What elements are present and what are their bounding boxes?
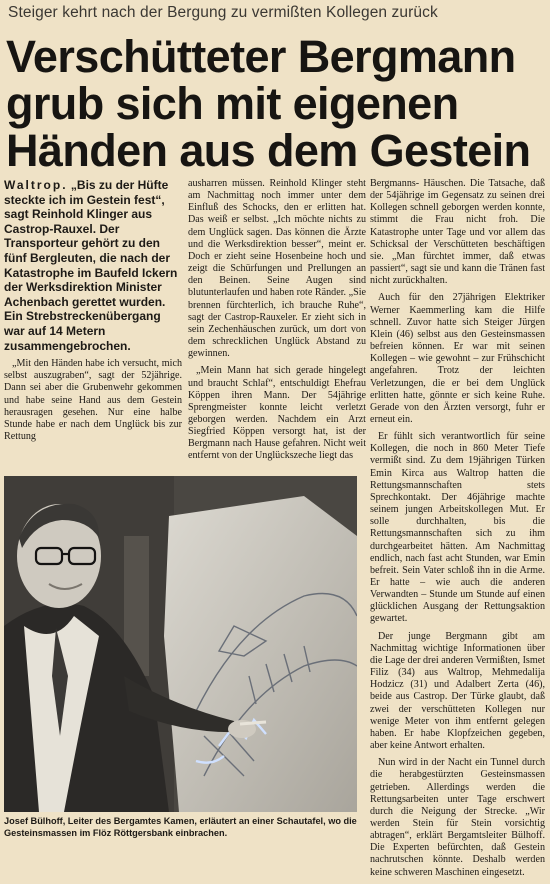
lead-text: „Bis zu der Hüfte steckte ich im Gestein fest“, sagt Reinhold Klinger aus Castrop-Rauxel. Der Transporteur gehört zu den fünf Bergleuten, die nach der Katastrophe im Baufeld Ickern der Werksdirektion Minister Achenbach gerettet wurden. Ein Strebstreckenübergang war auf 14 Metern zusammengebrochen. (4, 178, 178, 353)
article-column-1 (4, 178, 182, 448)
headline-line-1: Verschütteter Bergmann (6, 31, 516, 82)
article-lead (4, 178, 182, 353)
body-paragraph: Auch für den 27jährigen Elektriker Werner Kaemmerling kam die Hilfe schnell. Zuvor hatte sich Steiger Jürgen Klein (46) selbst aus den Gesteinsmassen befreien können. Er war mit seinen Kollegen – wie gewohnt – zur Frühschicht angefahren. Trotz der leichten Verletzungen, die er bei dem Unglück erlitten hatte, gönnte er sich keine Ruhe. Gerade von den Ärzten versorgt, fuhr er erneut ein. (370, 292, 545, 425)
body-paragraph: „Mein Mann hat sich gerade hingelegt und braucht Schlaf“, entschuldigt Ehefrau Köppen ihren Mann. Der 54jährige Sprengmeister konnte leicht verletzt geborgen werden. Nachdem ein Arzt Siegfried Köppen versorgt hat, ist der Bergmann nach Hause gefahren. Nicht weit entfernt von der Unglückszeche liegt das (188, 365, 366, 462)
headline-line-2: grub sich mit eigenen (6, 78, 459, 129)
article-photo (4, 476, 357, 812)
dateline: Waltrop. (4, 178, 68, 192)
body-paragraph: Der junge Bergmann gibt am Nachmittag wichtige Informationen über die Lage der drei anderen Vermißten, Ismet Filiz (34) aus Waltrop, Mehmedalija Hodzicz (31) und Adalbert Zerta (46), beide aus Castrop. Der Türke glaubt, daß zwei der verschütteten Kollegen nur wenige Meter von ihm entfernt gelegen haben. Er habe Klopfzeichen gegeben, aber keine Antwort erhalten. (370, 630, 545, 752)
photo-illustration (4, 476, 357, 812)
body-paragraph: „Mit den Händen habe ich versucht, mich selbst auszugraben“, sagt der 52jährige. Dann sei aber die Grubenwehr gekommen und habe seine Hand aus dem Gestein herausragen gesehen. Nur eine halbe Stunde habe er nach dem Unglück bis zur Rettung (4, 358, 182, 443)
body-paragraph: Bergmanns- Häuschen. Die Tatsache, daß der 54jährige im Gegensatz zu seinen drei Kollegen schnell geborgen werden konnte, stimmt die Frau nicht froh. Die Katastrophe unter Tage und vor allem das Schicksal der Verschütteten beschäftigen sie. „Man fürchtet immer, daß etwas passiert“, sagt sie und kann die Tränen fast nicht zurückhalten. (370, 178, 545, 287)
headline-line-3: Händen aus dem Gestein (6, 125, 531, 176)
chart-board (164, 496, 357, 812)
article-column-3 (370, 178, 545, 884)
article-column-2 (188, 178, 366, 468)
body-paragraph: Nun wird in der Nacht ein Tunnel durch die herabgestürzten Gesteinsmassen getrieben. Allerdings werden die Rettungsarbeiten unter Tage erschwert durch die Neigung der Strecke. „Wir werden Stein für Stein vorsichtig abtragen“, erklärt Bergamtsleiter Bülhoff. Die Experten befürchten, daß Gestein nachrutschen könnte. Deshalb werden keine schweren Maschinen eingesetzt. (370, 757, 545, 878)
body-paragraph: Er fühlt sich verantwortlich für seine Kollegen, die noch in 860 Meter Tiefe vermißt sind. Zu dem 19jährigen Türken Emin Kirca aus Waltrop hatten die Rettungsmannschaften stets Sprechkontakt. Der 46jährige machte seinem jungen Arbeitskollegen Mut. Er solle durchhalten, bis die Rettungsmannschaften sich zu ihm durchgearbeitet hätten. Am Nachmittag endlich, nach fast acht Stunden, war Emin befreit. Sein Vater schloß ihn in die Arme. Er hatte – wie auch die anderen Verwandten – Stunde um Stunde auf einen glücklichen Ausgang der Rettungsaktion gewartet. (370, 431, 545, 625)
body-paragraph: ausharren müssen. Reinhold Klinger steht am Nachmittag noch immer unter dem Einfluß des Schocks, den er erlitten hat. Das weiß er selbst. „Ich möchte nichts zu dem Unglück sagen. Das können die Ärzte und die Werksdirektion besser“, meint er. Doch er zieht seine Hosenbeine hoch und zeigt die Schürfungen und Prellungen an den Beinen. Seine Augen sind blutunterlaufen und haben rote Ränder. „Sie brennen fürchterlich, ich brauche Ruhe“, sagt der Castrop-Rauxeler. Er zieht sich in sein Zechenhäuschen zurück, um dort von dem schrecklichen Unglück Abstand zu gewinnen. (188, 178, 366, 360)
article-kicker: Steiger kehrt nach der Bergung zu vermißten Kollegen zurück (8, 4, 438, 21)
photo-caption: Josef Bülhoff, Leiter des Bergamtes Kamen, erläutert an einer Schautafel, wo die Gesteinsmassen im Flöz Röttgersbank einbrachen. (4, 816, 357, 838)
article-headline (6, 33, 546, 174)
